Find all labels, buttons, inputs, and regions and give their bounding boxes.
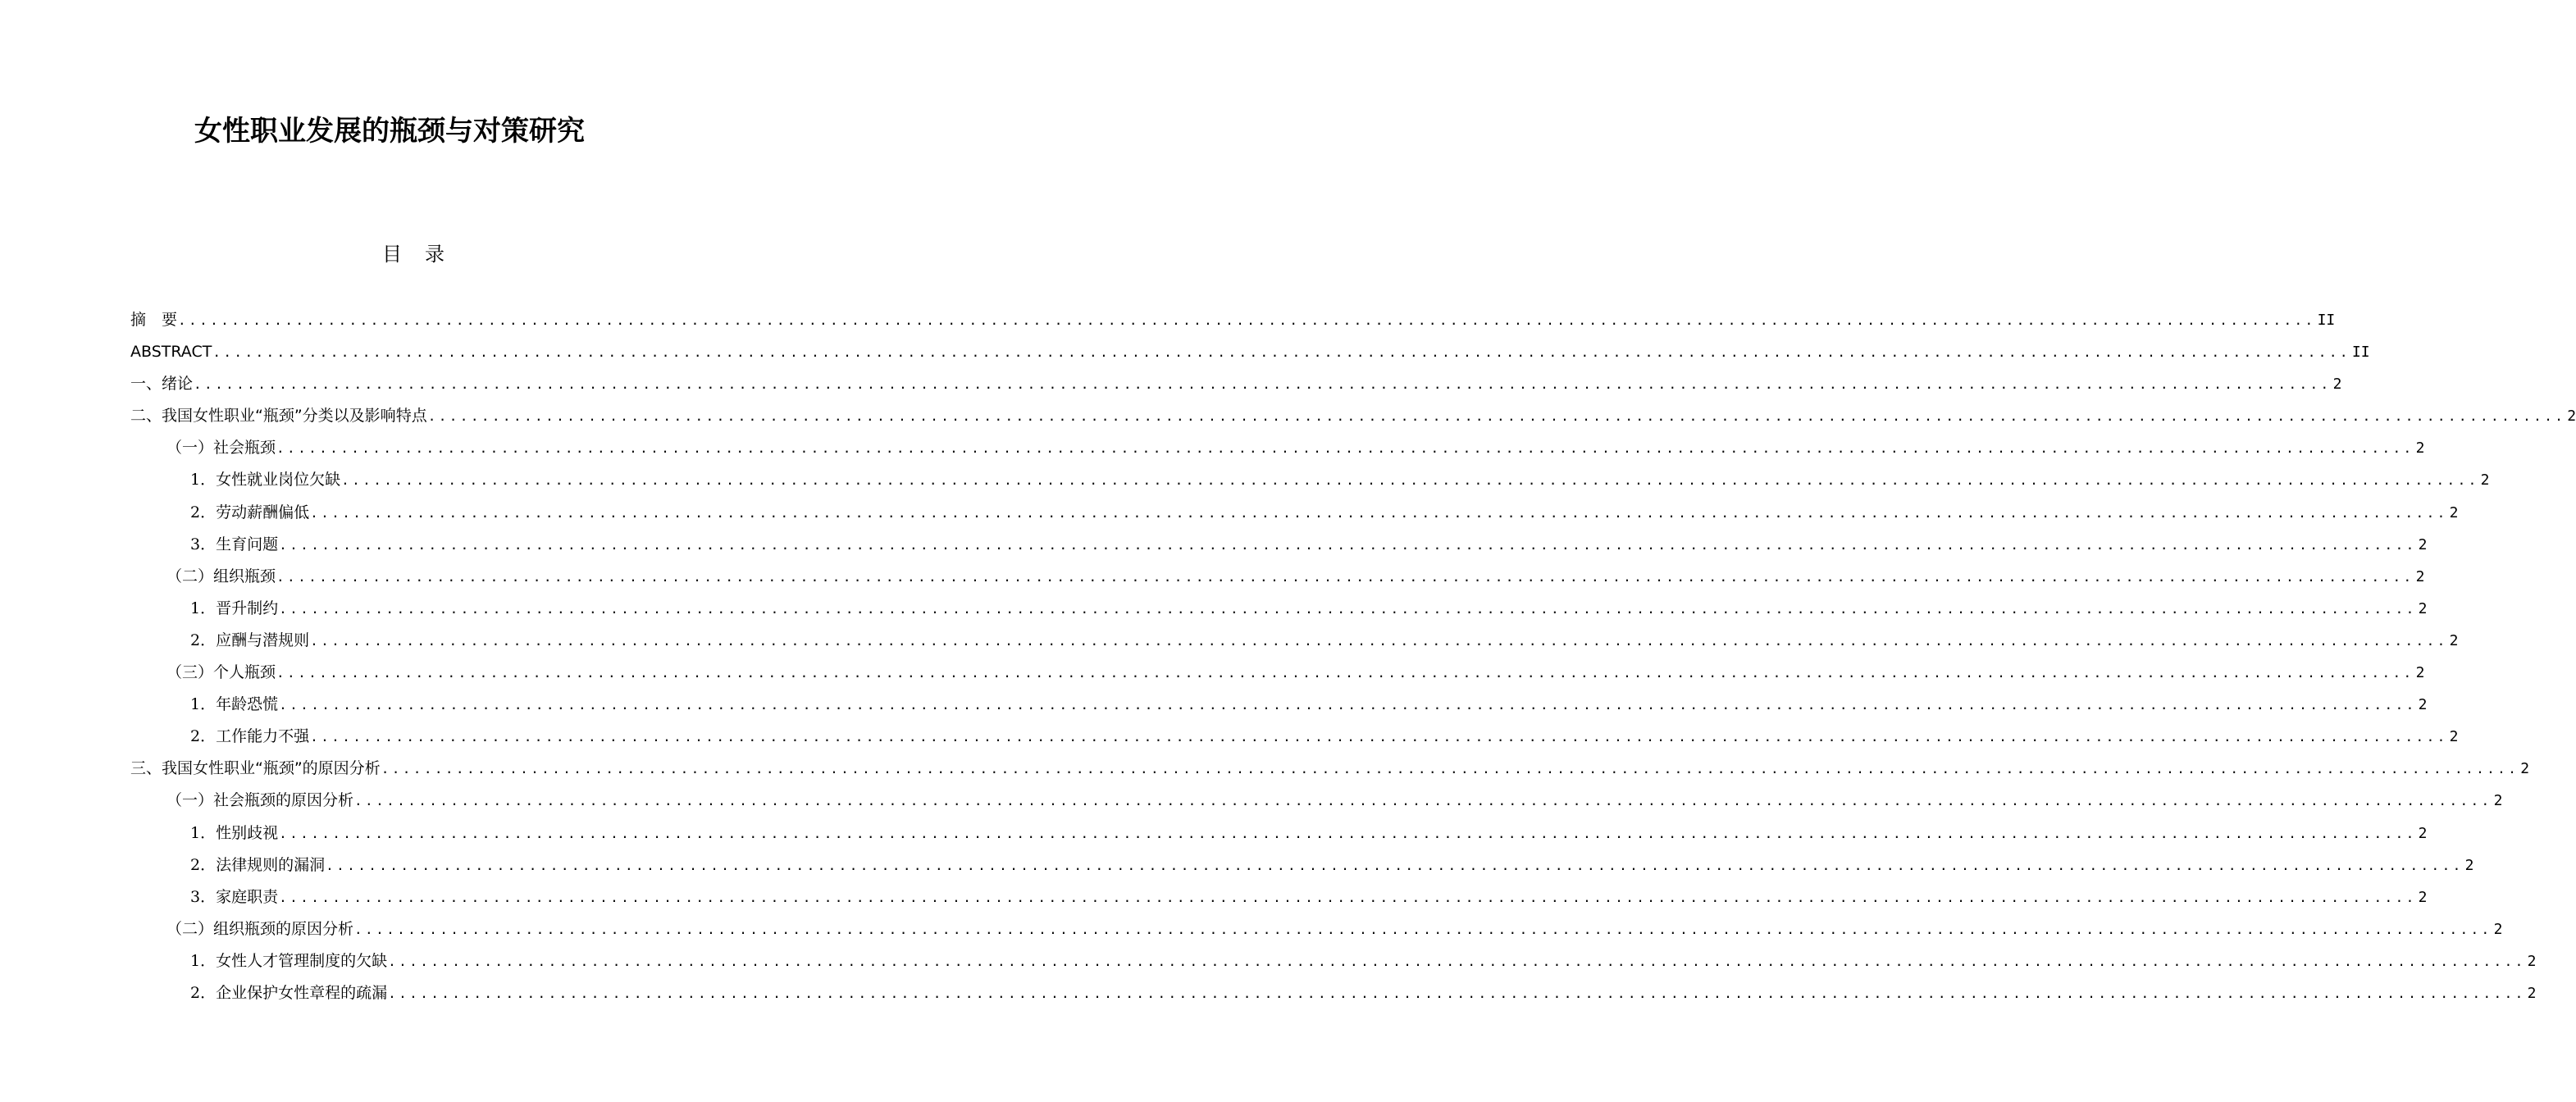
toc-entry-label: 2．工作能力不强 — [190, 727, 310, 746]
toc-entry-label: 三、我国女性职业“瓶颈”的原因分析 — [130, 759, 381, 778]
toc-entry[interactable] — [130, 913, 2503, 945]
toc-heading: 目录 — [382, 243, 467, 266]
toc-entry[interactable] — [130, 785, 2503, 817]
toc-entry-label: 1．年龄恐慌 — [190, 695, 279, 714]
toc-entry[interactable] — [130, 977, 2537, 1009]
toc-entry[interactable] — [130, 945, 2537, 977]
toc-entry[interactable] — [130, 593, 2428, 625]
toc-entry-page-number: 2 — [2567, 408, 2576, 426]
toc-entry-label: ABSTRACT — [130, 343, 212, 362]
toc-entry-label: 1．女性就业岗位欠缺 — [190, 471, 341, 490]
toc-entry[interactable] — [130, 400, 2576, 432]
toc-entry[interactable] — [130, 304, 2336, 336]
toc-entry[interactable] — [130, 689, 2428, 721]
toc-entry-page-number: 2 — [2464, 856, 2474, 874]
toc-entry-label: 1．性别歧视 — [190, 823, 279, 842]
toc-dot-leader: ........................................................................................................................................................................................................ — [310, 632, 2448, 649]
toc-dot-leader: ........................................................................................................................................................................................................ — [388, 985, 2526, 1001]
toc-dot-leader: ........................................................................................................................................................................................................ — [354, 793, 2492, 809]
toc-entry[interactable] — [130, 464, 2490, 496]
toc-entry-label: 1．女性人才管理制度的欠缺 — [190, 951, 388, 970]
toc-entry-label: 1．晋升制约 — [190, 599, 279, 617]
toc-entry[interactable] — [130, 497, 2459, 529]
toc-entry-page-number: 2 — [2415, 567, 2425, 585]
toc-dot-leader: ........................................................................................................................................................................................................ — [279, 825, 2417, 841]
toc-entry[interactable] — [130, 561, 2425, 593]
toc-entry-label: 一、绪论 — [130, 375, 194, 394]
document-title: 女性职业发展的瓶颈与对策研究 — [194, 115, 585, 148]
toc-entry-label: （三）个人瓶颈 — [166, 663, 276, 682]
toc-dot-leader: ........................................................................................................................................................................................................ — [388, 953, 2526, 969]
toc-entry[interactable] — [130, 817, 2428, 849]
toc-entry-page-number: 2 — [2418, 824, 2428, 842]
toc-entry-page-number: 2 — [2527, 984, 2537, 1002]
toc-dot-leader: ........................................................................................................................................................................................................ — [381, 761, 2519, 777]
toc-entry-page-number: 2 — [2418, 696, 2428, 714]
toc-entry[interactable] — [130, 625, 2459, 657]
toc-entry-label: 3．家庭职责 — [190, 887, 279, 906]
toc-dot-leader: ........................................................................................................................................................................................................ — [310, 504, 2448, 521]
toc-entry-label: （一）社会瓶颈 — [166, 439, 276, 458]
toc-dot-leader: ........................................................................................................................................................................................................ — [279, 697, 2417, 713]
toc-entry[interactable] — [130, 432, 2425, 464]
toc-dot-leader: ........................................................................................................................................................................................................ — [276, 440, 2414, 457]
toc-entry[interactable] — [130, 336, 2370, 368]
toc-entry-label: 2．企业保护女性章程的疏漏 — [190, 983, 388, 1002]
toc-dot-leader: ........................................................................................................................................................................................................ — [427, 408, 2566, 425]
toc-entry-page-number: 2 — [2418, 535, 2428, 553]
toc-entry-page-number: 2 — [2415, 439, 2425, 458]
toc-entry-label: （二）组织瓶颈的原因分析 — [166, 919, 354, 938]
toc-dot-leader: ........................................................................................................................................................................................................ — [326, 857, 2464, 873]
toc-dot-leader: ........................................................................................................................................................................................................ — [276, 568, 2414, 585]
toc-dot-leader: ........................................................................................................................................................................................................ — [279, 536, 2417, 553]
toc-entry-page-number: 2 — [2415, 664, 2425, 682]
toc-entry[interactable] — [130, 753, 2530, 785]
toc-dot-leader: ........................................................................................................................................................................................................ — [341, 472, 2479, 489]
toc-entry-page-number: 2 — [2493, 920, 2503, 938]
toc-entry-page-number: 2 — [2418, 599, 2428, 617]
toc-entry-page-number: 2 — [2520, 760, 2530, 778]
toc-entry-page-number: 2 — [2418, 888, 2428, 906]
toc-entry-label: 2．劳动薪酬偏低 — [190, 503, 310, 521]
toc-entry[interactable] — [130, 721, 2459, 753]
toc-entry[interactable] — [130, 881, 2428, 913]
toc-entry[interactable] — [130, 849, 2474, 881]
toc-entry[interactable] — [130, 368, 2342, 400]
toc-dot-leader: ........................................................................................................................................................................................................ — [354, 921, 2492, 937]
toc-dot-leader: ........................................................................................................................................................................................................ — [279, 600, 2417, 617]
toc-entry-page-number: 2 — [2449, 503, 2459, 521]
toc-entry-page-number: 2 — [2449, 631, 2459, 649]
toc-entry-label: （一）社会瓶颈的原因分析 — [166, 791, 354, 810]
toc-entry[interactable] — [130, 529, 2428, 561]
toc-entry-label: （二）组织瓶颈 — [166, 567, 276, 585]
toc-entry-page-number: 2 — [2480, 471, 2490, 490]
toc-entry-page-number: II — [2317, 312, 2336, 329]
toc-dot-leader: ........................................................................................................................................................................................................ — [310, 729, 2448, 745]
toc-dot-leader: ........................................................................................................................................................................................................ — [178, 312, 2316, 328]
toc-entry[interactable] — [130, 657, 2425, 689]
toc-entry-page-number: 2 — [2527, 952, 2537, 970]
toc-entry-label: 二、我国女性职业“瓶颈”分类以及影响特点 — [130, 407, 427, 426]
toc-entry-page-number: II — [2351, 344, 2370, 362]
toc-entry-page-number: 2 — [2332, 376, 2342, 394]
toc-dot-leader: ........................................................................................................................................................................................................ — [276, 665, 2414, 681]
toc-entry-label: 2．法律规则的漏洞 — [190, 855, 326, 874]
toc-entry-page-number: 2 — [2493, 792, 2503, 810]
toc-dot-leader: ........................................................................................................................................................................................................ — [279, 889, 2417, 905]
toc-dot-leader: ........................................................................................................................................................................................................ — [212, 344, 2350, 361]
toc-entry-label: 2．应酬与潜规则 — [190, 631, 310, 649]
toc-entry-label: 摘 要 — [130, 311, 178, 329]
toc-entry-label: 3．生育问题 — [190, 535, 279, 553]
toc-dot-leader: ........................................................................................................................................................................................................ — [194, 376, 2332, 393]
toc-entry-page-number: 2 — [2449, 728, 2459, 746]
table-of-contents — [130, 304, 2576, 1009]
